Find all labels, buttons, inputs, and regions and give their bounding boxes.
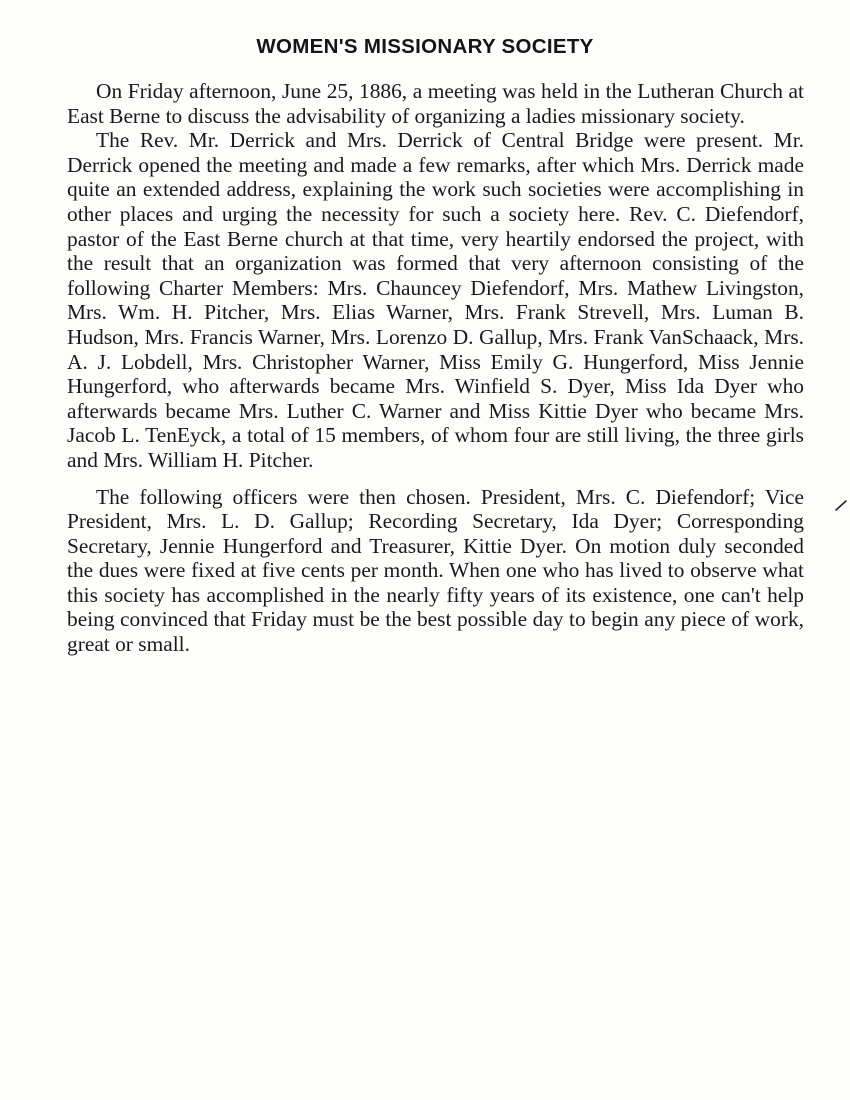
paragraph-officers: The following officers were then chosen. President, Mrs. C. Diefendorf; Vice President, Mrs. L. D. Gallup; Recording Secretary, Ida Dyer; Corresponding Secretary, Jennie Hungerford and Treasurer, Kittie Dyer. On motion duly seconded the dues were fixed at five cents per month. When one who has lived to observe what this society has accomplished in the nearly fifty years of its existence, one can't help being convinced that Friday must be the best possible day to begin any piece of work, great or small. [67, 484, 804, 657]
article-body [67, 79, 804, 657]
margin-pencil-mark [834, 498, 848, 512]
paragraph-charter-members: The Rev. Mr. Derrick and Mrs. Derrick of Central Bridge were present. Mr. Derrick opened the meeting and made a few remarks, after which Mrs. Derrick made quite an extended address, explaining the work such societies were accomplishing in other places and urging the necessity for such a society here. Rev. C. Diefendorf, pastor of the East Berne church at that time, very heartily endorsed the project, with the result that an organization was formed that very afternoon consisting of the following Charter Members: Mrs. Chauncey Diefendorf, Mrs. Mathew Livingston, Mrs. Wm. H. Pitcher, Mrs. Elias Warner, Mrs. Frank Strevell, Mrs. Luman B. Hudson, Mrs. Francis Warner, Mrs. Lorenzo D. Gallup, Mrs. Frank VanSchaack, Mrs. A. J. Lobdell, Mrs. Christopher Warner, Miss Emily G. Hungerford, Miss Jennie Hungerford, who afterwards became Mrs. Winfield S. Dyer, Miss Ida Dyer who afterwards became Mrs. Luther C. Warner and Miss Kittie Dyer who became Mrs. Jacob L. TenEyck, a total of 15 members, of whom four are still living, the three girls and Mrs. William H. Pitcher. [67, 128, 804, 472]
page-title: WOMEN'S MISSIONARY SOCIETY [256, 35, 594, 58]
paragraph-meeting: On Friday afternoon, June 25, 1886, a meeting was held in the Lutheran Church at East Berne to discuss the advisability of organizing a ladies missionary society. [67, 79, 804, 128]
